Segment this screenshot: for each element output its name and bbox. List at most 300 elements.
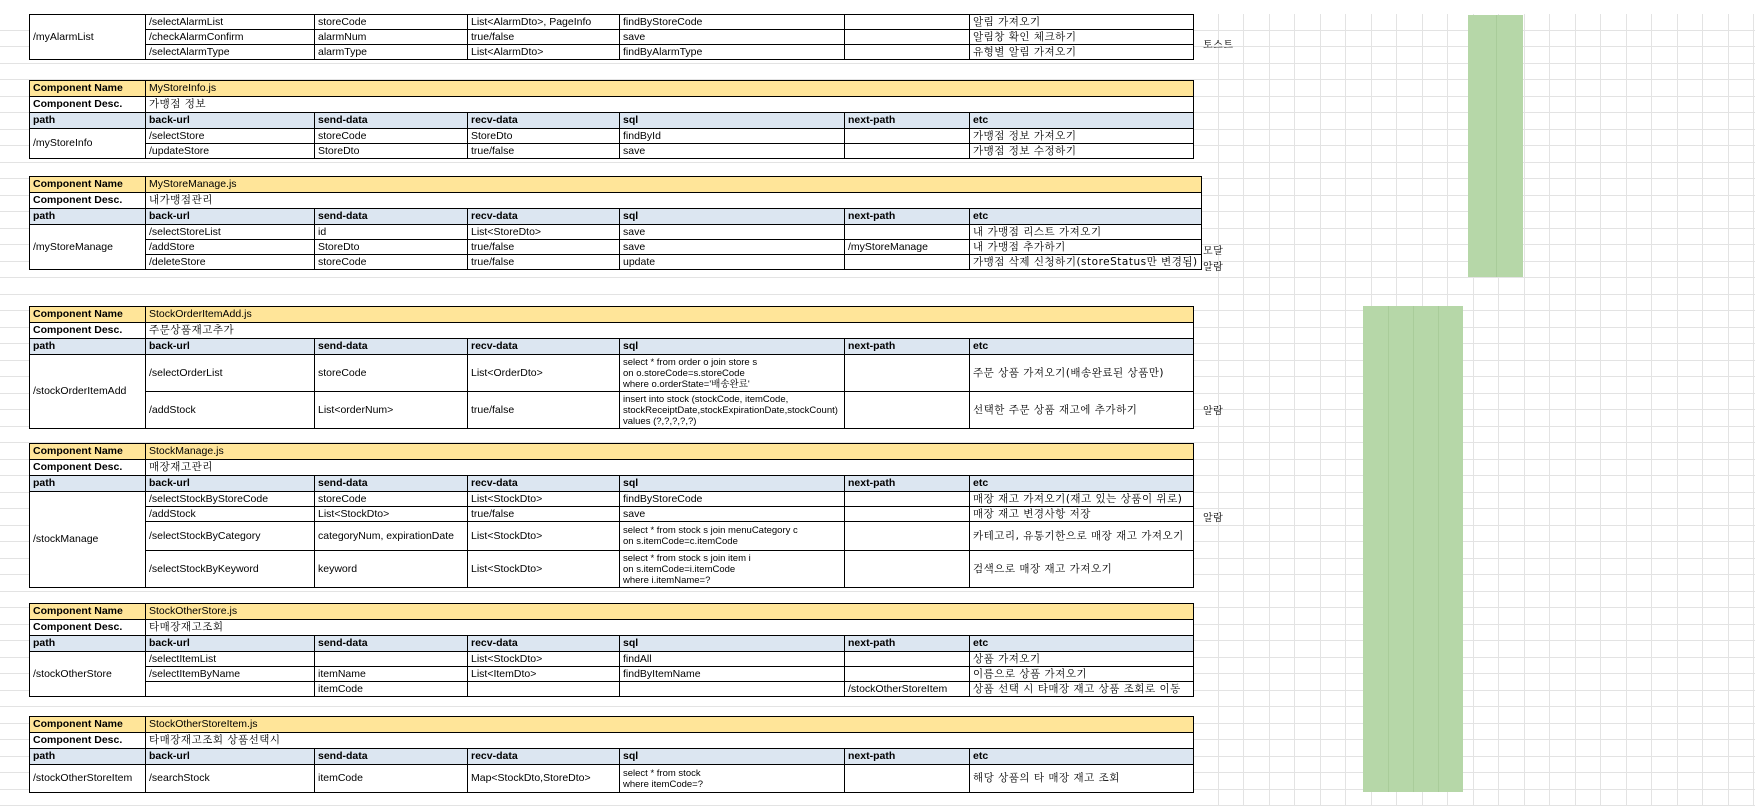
grid-cell[interactable] (1372, 64, 1398, 81)
path-cell[interactable]: /stockManage (30, 492, 146, 588)
grid-cell[interactable] (1627, 130, 1653, 147)
grid-cell[interactable] (1193, 64, 1219, 81)
column-header[interactable]: back-url (146, 749, 315, 765)
grid-cell[interactable] (1576, 179, 1602, 196)
grid-cell[interactable] (1219, 328, 1245, 345)
component-desc-value[interactable]: 매장재고관리 (146, 460, 1194, 476)
grid-cell[interactable] (1576, 707, 1602, 724)
etc-cell[interactable]: 이름으로 상품 가져오기 (970, 667, 1194, 682)
grid-cell[interactable] (1499, 361, 1525, 378)
grid-cell[interactable] (1244, 377, 1270, 394)
grid-cell[interactable] (1295, 278, 1321, 295)
grid-cell[interactable] (1703, 229, 1729, 246)
grid-cell[interactable] (1270, 295, 1296, 312)
grid-cell[interactable] (1601, 674, 1627, 691)
grid-cell[interactable] (1703, 773, 1729, 790)
grid-cell[interactable] (1601, 757, 1627, 774)
grid-cell[interactable] (1525, 476, 1551, 493)
send-data-cell[interactable]: storeCode (315, 355, 468, 392)
grid-cell[interactable] (1499, 460, 1525, 477)
etc-cell[interactable]: 가맹점 정보 가져오기 (970, 129, 1194, 144)
grid-cell[interactable] (1729, 542, 1755, 559)
grid-cell[interactable] (1321, 740, 1347, 757)
grid-cell[interactable] (1270, 328, 1296, 345)
grid-cell[interactable] (1525, 113, 1551, 130)
send-data-cell[interactable]: alarmNum (315, 30, 468, 45)
grid-cell[interactable] (1270, 790, 1296, 806)
grid-cell[interactable] (1729, 377, 1755, 394)
grid-cell[interactable] (1729, 64, 1755, 81)
grid-cell[interactable] (1627, 526, 1653, 543)
grid-cell[interactable] (1474, 460, 1500, 477)
grid-cell[interactable] (1703, 113, 1729, 130)
grid-cell[interactable] (1525, 410, 1551, 427)
grid-cell[interactable] (1601, 31, 1627, 48)
grid-cell[interactable] (1525, 658, 1551, 675)
grid-cell[interactable] (1601, 295, 1627, 312)
grid-cell[interactable] (1270, 559, 1296, 576)
grid-cell[interactable] (1627, 592, 1653, 609)
grid-cell[interactable] (1193, 526, 1219, 543)
grid-cell[interactable] (1525, 790, 1551, 806)
grid-cell[interactable] (1703, 377, 1729, 394)
grid-cell[interactable] (1601, 410, 1627, 427)
grid-cell[interactable] (1244, 97, 1270, 114)
grid-cell[interactable] (1576, 146, 1602, 163)
grid-cell[interactable] (1550, 773, 1576, 790)
grid-cell[interactable] (1703, 196, 1729, 213)
grid-cell[interactable] (1321, 196, 1347, 213)
grid-cell[interactable] (1678, 311, 1704, 328)
grid-cell[interactable] (1703, 625, 1729, 642)
grid-cell[interactable] (1601, 790, 1627, 806)
grid-cell[interactable] (1678, 80, 1704, 97)
sql-cell[interactable] (620, 682, 845, 697)
send-data-cell[interactable]: itemCode (315, 682, 468, 697)
grid-cell[interactable] (1244, 427, 1270, 444)
grid-cell[interactable] (1576, 608, 1602, 625)
grid-cell[interactable] (1550, 245, 1576, 262)
grid-cell[interactable] (1525, 361, 1551, 378)
grid-cell[interactable] (1244, 212, 1270, 229)
grid-cell[interactable] (1703, 757, 1729, 774)
grid-cell[interactable] (1652, 130, 1678, 147)
recv-data-cell[interactable]: List<StoreDto> (468, 225, 620, 240)
grid-cell[interactable] (1627, 724, 1653, 741)
etc-cell[interactable]: 검색으로 매장 재고 가져오기 (970, 551, 1194, 588)
grid-cell[interactable] (1729, 476, 1755, 493)
grid-cell[interactable] (1550, 278, 1576, 295)
grid-cell[interactable] (1703, 542, 1729, 559)
grid-cell[interactable] (1321, 245, 1347, 262)
grid-cell[interactable] (1295, 97, 1321, 114)
grid-cell[interactable] (1678, 691, 1704, 708)
grid-cell[interactable] (1397, 229, 1423, 246)
grid-cell[interactable] (1525, 64, 1551, 81)
grid-cell[interactable] (1729, 47, 1755, 64)
send-data-cell[interactable]: storeCode (315, 129, 468, 144)
grid-cell[interactable] (1576, 377, 1602, 394)
grid-cell[interactable] (1678, 14, 1704, 31)
grid-cell[interactable] (1652, 344, 1678, 361)
grid-cell[interactable] (1499, 476, 1525, 493)
grid-cell[interactable] (1703, 163, 1729, 180)
grid-cell[interactable] (1525, 196, 1551, 213)
grid-cell[interactable] (1627, 542, 1653, 559)
grid-cell[interactable] (1193, 592, 1219, 609)
grid-cell[interactable] (1652, 509, 1678, 526)
send-data-cell[interactable]: StoreDto (315, 144, 468, 159)
grid-cell[interactable] (1576, 460, 1602, 477)
back-url-cell[interactable] (146, 682, 315, 697)
grid-cell[interactable] (1219, 757, 1245, 774)
grid-cell[interactable] (1601, 113, 1627, 130)
grid-cell[interactable] (1346, 130, 1372, 147)
grid-cell[interactable] (1652, 113, 1678, 130)
grid-cell[interactable] (1346, 229, 1372, 246)
grid-cell[interactable] (1219, 130, 1245, 147)
grid-cell[interactable] (1652, 773, 1678, 790)
recv-data-cell[interactable]: List<OrderDto> (468, 355, 620, 392)
grid-cell[interactable] (1499, 674, 1525, 691)
next-path-cell[interactable] (845, 392, 970, 429)
grid-cell[interactable] (1372, 80, 1398, 97)
next-path-cell[interactable] (845, 652, 970, 667)
grid-cell[interactable] (1219, 14, 1245, 31)
grid-cell[interactable] (1295, 493, 1321, 510)
component-desc-label[interactable]: Component Desc. (30, 193, 146, 209)
grid-cell[interactable] (1601, 311, 1627, 328)
grid-cell[interactable] (1729, 179, 1755, 196)
grid-cell[interactable] (1678, 460, 1704, 477)
grid-cell[interactable] (1219, 212, 1245, 229)
grid-cell[interactable] (1295, 179, 1321, 196)
grid-cell[interactable] (1729, 31, 1755, 48)
grid-cell[interactable] (1729, 641, 1755, 658)
back-url-cell[interactable]: /selectStore (146, 129, 315, 144)
grid-cell[interactable] (1525, 443, 1551, 460)
grid-cell[interactable] (1499, 740, 1525, 757)
column-header[interactable]: next-path (845, 113, 970, 129)
grid-cell[interactable] (1703, 410, 1729, 427)
grid-cell[interactable] (1703, 427, 1729, 444)
grid-cell[interactable] (1244, 724, 1270, 741)
grid-cell[interactable] (1270, 311, 1296, 328)
grid-cell[interactable] (1601, 658, 1627, 675)
grid-cell[interactable] (1474, 361, 1500, 378)
grid-cell[interactable] (1576, 163, 1602, 180)
grid-cell[interactable] (1601, 377, 1627, 394)
grid-cell[interactable] (1295, 740, 1321, 757)
grid-cell[interactable] (1576, 559, 1602, 576)
sql-cell[interactable]: save (620, 30, 845, 45)
grid-cell[interactable] (1550, 608, 1576, 625)
grid-cell[interactable] (1372, 245, 1398, 262)
grid-cell[interactable] (1295, 245, 1321, 262)
grid-cell[interactable] (1652, 328, 1678, 345)
grid-cell[interactable] (1193, 691, 1219, 708)
grid-cell[interactable] (1627, 575, 1653, 592)
grid-cell[interactable] (1474, 625, 1500, 642)
grid-cell[interactable] (1550, 262, 1576, 279)
grid-cell[interactable] (1295, 608, 1321, 625)
grid-cell[interactable] (1397, 14, 1423, 31)
grid-cell[interactable] (1295, 113, 1321, 130)
grid-cell[interactable] (1525, 575, 1551, 592)
grid-cell[interactable] (1346, 179, 1372, 196)
grid-cell[interactable] (1193, 328, 1219, 345)
grid-cell[interactable] (1423, 64, 1449, 81)
column-header[interactable]: etc (970, 113, 1194, 129)
next-path-cell[interactable]: /myStoreManage (845, 240, 970, 255)
next-path-cell[interactable]: /stockOtherStoreItem (845, 682, 970, 697)
grid-cell[interactable] (1576, 427, 1602, 444)
grid-cell[interactable] (1193, 641, 1219, 658)
grid-cell[interactable] (1219, 146, 1245, 163)
grid-cell[interactable] (1703, 674, 1729, 691)
grid-cell[interactable] (1601, 212, 1627, 229)
grid-cell[interactable] (1550, 179, 1576, 196)
grid-cell[interactable] (1499, 493, 1525, 510)
grid-cell[interactable] (1729, 658, 1755, 675)
grid-cell[interactable] (1678, 394, 1704, 411)
grid-cell[interactable] (1295, 773, 1321, 790)
column-header[interactable]: recv-data (468, 339, 620, 355)
grid-cell[interactable] (1474, 575, 1500, 592)
grid-cell[interactable] (1601, 64, 1627, 81)
grid-cell[interactable] (1295, 196, 1321, 213)
grid-cell[interactable] (1321, 625, 1347, 642)
grid-cell[interactable] (1474, 443, 1500, 460)
component-desc-value[interactable]: 타매장재고조회 상품선택시 (146, 733, 1194, 749)
grid-cell[interactable] (1474, 377, 1500, 394)
grid-cell[interactable] (1652, 146, 1678, 163)
grid-cell[interactable] (1678, 476, 1704, 493)
grid-cell[interactable] (1576, 658, 1602, 675)
grid-cell[interactable] (1525, 80, 1551, 97)
grid-cell[interactable] (1550, 658, 1576, 675)
grid-cell[interactable] (1321, 608, 1347, 625)
grid-cell[interactable] (1627, 427, 1653, 444)
component-desc-value[interactable]: 주문상품재고추가 (146, 323, 1194, 339)
sql-cell[interactable]: findByAlarmType (620, 45, 845, 60)
column-header[interactable]: sql (620, 209, 845, 225)
grid-cell[interactable] (1346, 97, 1372, 114)
grid-cell[interactable] (1423, 229, 1449, 246)
grid-cell[interactable] (1576, 361, 1602, 378)
grid-cell[interactable] (1244, 526, 1270, 543)
grid-cell[interactable] (1729, 14, 1755, 31)
grid-cell[interactable] (1729, 443, 1755, 460)
grid-cell[interactable] (1244, 344, 1270, 361)
grid-cell[interactable] (1678, 344, 1704, 361)
column-header[interactable]: path (30, 209, 146, 225)
grid-cell[interactable] (1703, 328, 1729, 345)
grid-cell[interactable] (1244, 113, 1270, 130)
grid-cell[interactable] (1295, 394, 1321, 411)
grid-cell[interactable] (1550, 410, 1576, 427)
grid-cell[interactable] (1525, 14, 1551, 31)
grid-cell[interactable] (1474, 608, 1500, 625)
grid-cell[interactable] (1601, 773, 1627, 790)
grid-cell[interactable] (1729, 361, 1755, 378)
grid-cell[interactable] (1525, 344, 1551, 361)
column-header[interactable]: path (30, 339, 146, 355)
grid-cell[interactable] (1678, 278, 1704, 295)
recv-data-cell[interactable]: List<StockDto> (468, 492, 620, 507)
grid-cell[interactable] (1601, 196, 1627, 213)
grid-cell[interactable] (1525, 526, 1551, 543)
grid-cell[interactable] (1627, 179, 1653, 196)
grid-cell[interactable] (1678, 97, 1704, 114)
grid-cell[interactable] (1652, 262, 1678, 279)
send-data-cell[interactable]: alarmType (315, 45, 468, 60)
grid-cell[interactable] (1576, 328, 1602, 345)
grid-cell[interactable] (1270, 773, 1296, 790)
grid-cell[interactable] (1270, 245, 1296, 262)
grid-cell[interactable] (1295, 592, 1321, 609)
grid-cell[interactable] (1295, 674, 1321, 691)
grid-cell[interactable] (1321, 113, 1347, 130)
next-path-cell[interactable] (845, 667, 970, 682)
next-path-cell[interactable] (845, 765, 970, 793)
back-url-cell[interactable]: /searchStock (146, 765, 315, 793)
grid-cell[interactable] (1703, 146, 1729, 163)
recv-data-cell[interactable]: true/false (468, 30, 620, 45)
recv-data-cell[interactable]: Map<StockDto,StoreDto> (468, 765, 620, 793)
grid-cell[interactable] (1372, 14, 1398, 31)
send-data-cell[interactable]: List<StockDto> (315, 507, 468, 522)
back-url-cell[interactable]: /selectOrderList (146, 355, 315, 392)
column-header[interactable]: etc (970, 636, 1194, 652)
grid-cell[interactable] (1499, 724, 1525, 741)
grid-cell[interactable] (1219, 113, 1245, 130)
grid-cell[interactable] (1729, 625, 1755, 642)
grid-cell[interactable] (1678, 427, 1704, 444)
grid-cell[interactable] (1244, 476, 1270, 493)
grid-cell[interactable] (1525, 740, 1551, 757)
grid-cell[interactable] (1627, 80, 1653, 97)
grid-cell[interactable] (1627, 443, 1653, 460)
grid-cell[interactable] (1729, 460, 1755, 477)
grid-cell[interactable] (1499, 328, 1525, 345)
grid-cell[interactable] (1244, 625, 1270, 642)
grid-cell[interactable] (1678, 790, 1704, 806)
grid-cell[interactable] (1295, 559, 1321, 576)
grid-cell[interactable] (1627, 625, 1653, 642)
grid-cell[interactable] (1219, 707, 1245, 724)
grid-cell[interactable] (1729, 278, 1755, 295)
grid-cell[interactable] (1652, 31, 1678, 48)
grid-cell[interactable] (1627, 97, 1653, 114)
next-path-cell[interactable] (845, 225, 970, 240)
column-header[interactable]: etc (970, 209, 1202, 225)
etc-cell[interactable]: 선택한 주문 상품 재고에 추가하기 (970, 392, 1194, 429)
grid-cell[interactable] (1550, 724, 1576, 741)
grid-cell[interactable] (1270, 97, 1296, 114)
grid-cell[interactable] (1295, 658, 1321, 675)
grid-cell[interactable] (1525, 311, 1551, 328)
grid-cell[interactable] (1244, 773, 1270, 790)
grid-cell[interactable] (1474, 592, 1500, 609)
grid-cell[interactable] (1295, 212, 1321, 229)
grid-cell[interactable] (1321, 542, 1347, 559)
grid-cell[interactable] (1270, 80, 1296, 97)
grid-cell[interactable] (1601, 608, 1627, 625)
grid-cell[interactable] (1525, 773, 1551, 790)
grid-cell[interactable] (1423, 31, 1449, 48)
etc-cell[interactable]: 알림 가져오기 (970, 15, 1194, 30)
grid-cell[interactable] (1601, 443, 1627, 460)
grid-cell[interactable] (1525, 278, 1551, 295)
component-name-label[interactable]: Component Name (30, 81, 146, 97)
grid-cell[interactable] (1678, 47, 1704, 64)
recv-data-cell[interactable]: List<AlarmDto> (468, 45, 620, 60)
grid-cell[interactable] (1295, 47, 1321, 64)
grid-cell[interactable] (1499, 542, 1525, 559)
grid-cell[interactable] (1321, 64, 1347, 81)
grid-cell[interactable] (1321, 790, 1347, 806)
grid-cell[interactable] (1321, 212, 1347, 229)
grid-cell[interactable] (1601, 328, 1627, 345)
grid-cell[interactable] (1576, 526, 1602, 543)
grid-cell[interactable] (1321, 691, 1347, 708)
grid-cell[interactable] (1372, 229, 1398, 246)
grid-cell[interactable] (1372, 196, 1398, 213)
grid-cell[interactable] (1193, 361, 1219, 378)
grid-cell[interactable] (1729, 394, 1755, 411)
grid-cell[interactable] (1295, 410, 1321, 427)
grid-cell[interactable] (1627, 163, 1653, 180)
grid-cell[interactable] (1550, 311, 1576, 328)
grid-cell[interactable] (1321, 575, 1347, 592)
grid-cell[interactable] (1550, 328, 1576, 345)
grid-cell[interactable] (1678, 658, 1704, 675)
grid-cell[interactable] (1270, 344, 1296, 361)
grid-cell[interactable] (1423, 163, 1449, 180)
grid-cell[interactable] (1474, 658, 1500, 675)
column-header[interactable]: send-data (315, 339, 468, 355)
grid-cell[interactable] (1270, 47, 1296, 64)
grid-cell[interactable] (1703, 790, 1729, 806)
back-url-cell[interactable]: /selectStockByStoreCode (146, 492, 315, 507)
grid-cell[interactable] (1270, 229, 1296, 246)
grid-cell[interactable] (1652, 691, 1678, 708)
column-header[interactable]: sql (620, 476, 845, 492)
grid-cell[interactable] (1678, 64, 1704, 81)
recv-data-cell[interactable]: true/false (468, 255, 620, 270)
grid-cell[interactable] (1652, 212, 1678, 229)
grid-cell[interactable] (1193, 658, 1219, 675)
grid-cell[interactable] (1499, 773, 1525, 790)
grid-cell[interactable] (1576, 724, 1602, 741)
grid-cell[interactable] (1295, 344, 1321, 361)
grid-cell[interactable] (1474, 476, 1500, 493)
grid-cell[interactable] (1703, 608, 1729, 625)
grid-cell[interactable] (1550, 526, 1576, 543)
column-header[interactable]: etc (970, 339, 1194, 355)
grid-cell[interactable] (1423, 245, 1449, 262)
grid-cell[interactable] (1499, 707, 1525, 724)
grid-cell[interactable] (1270, 14, 1296, 31)
grid-cell[interactable] (1295, 229, 1321, 246)
grid-cell[interactable] (1652, 14, 1678, 31)
grid-cell[interactable] (1321, 179, 1347, 196)
grid-cell[interactable] (1244, 328, 1270, 345)
grid-cell[interactable] (1703, 476, 1729, 493)
recv-data-cell[interactable]: StoreDto (468, 129, 620, 144)
component-desc-value[interactable]: 타매장재고조회 (146, 620, 1194, 636)
